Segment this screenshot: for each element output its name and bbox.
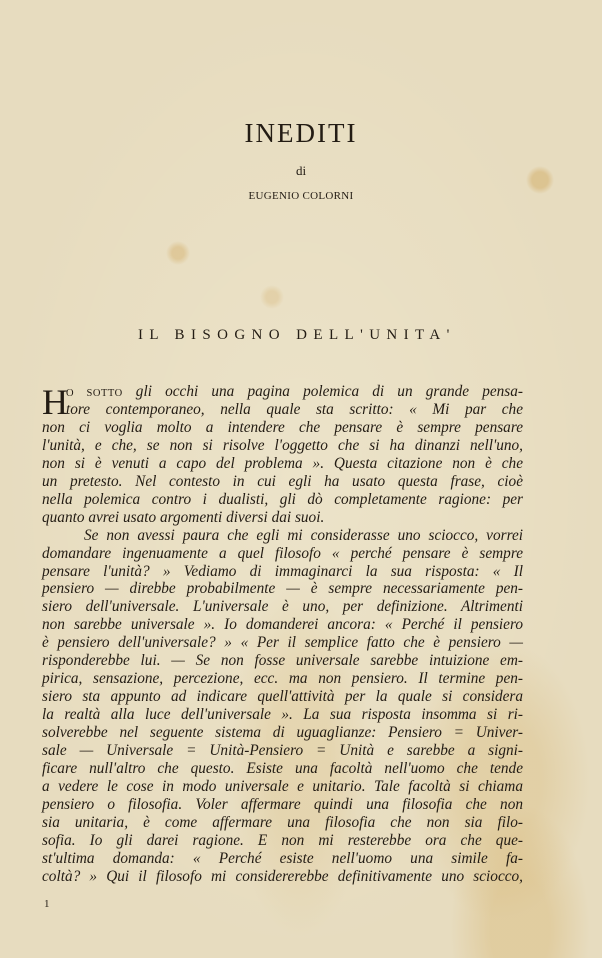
text-line: pensiero — direbbe probabilmente — è sempre necessariamente pen- [42,580,523,598]
opening-small-caps: O SOTTO [66,388,123,399]
text-line: è pensiero dell'universale? » « Per il semplice fatto che è pensiero — [42,634,523,652]
text-line: risponderebbe lui. — Se non fosse universale sarebbe intuizione em- [42,652,523,670]
drop-cap: H [42,382,68,422]
text-line: ficare null'altro che questo. Esiste una facoltà nell'uomo che tende [42,760,523,778]
text-line: la realtà alla luce dell'universale ». La sua risposta insomma si ri- [42,706,523,724]
line-text: gli occhi una pagina polemica di un grande pensa- [122,383,523,400]
text-line: pirica, sensazione, percezione, ecc. ma non pensiero. Il termine pen- [42,670,523,688]
text-line: siero sta appunto ad indicare quell'attività per la quale si considera [42,688,523,706]
page-number: 1 [44,898,50,910]
text-line: pensare l'unità? » Vediamo di immaginarci la sua risposta: « Il [42,562,523,580]
text-line: siero dell'universale. L'universale è uno, per definizione. Altrimenti [42,598,523,616]
article-title: INEDITI [244,118,358,148]
text-line: tore contemporaneo, nella quale sta scritto: « Mi par che [66,400,523,418]
text-line: sofia. Io gli darei ragione. E non mi resterebbe ora che que- [42,831,523,849]
text-line: domandare ingenuamente a quel filosofo « perché pensare è sempre [42,544,523,562]
text-line: l'unità, e che, se non si risolve l'oggetto che si ha dinanzi nell'uno, [42,436,523,454]
text-line: Se non avessi paura che egli mi considerasse uno sciocco, vorrei [84,526,523,544]
text-line: non ci voglia molto a intendere che pensare è sempre pensare [42,418,523,436]
text-line: nella polemica contro i dualisti, gli dò completamente ragione: per [42,490,523,508]
text-line [42,383,523,401]
body-text [42,383,523,886]
text-line: non sarebbe universale ». Io domanderei ancora: « Perché il pensiero [42,616,523,634]
text-line: coltà? » Qui il filosofo mi considererebbe definitivamente uno sciocco, [42,867,523,885]
text-line: un pretesto. Nel contesto in cui egli ha usato questa frase, cioè [42,472,523,490]
text-line: st'ultima domanda: « Perché esiste nell'uomo una simile fa- [42,849,523,867]
byline-di: di [295,163,307,178]
text-line: sale — Universale = Unità-Pensiero = Unità e sarebbe a signi- [42,742,523,760]
text-line: sia unitaria, è come affermare una filosofia che non sia filo- [42,813,523,831]
text-line: non si è venuti a capo del problema ». Questa citazione non è che [42,454,523,472]
text-line: solverebbe nel seguente sistema di uguaglianze: Pensiero = Univer- [42,724,523,742]
author-name: EUGENIO COLORNI [248,190,354,202]
section-title: IL BISOGNO DELL'UNITA' [138,327,456,343]
text-line: a vedere le cose in modo universale e unitario. Tale facoltà si chiama [42,777,523,795]
text-line: quanto avrei usato argomenti diversi dai suoi. [42,508,325,526]
text-line: pensiero o filosofia. Voler affermare quindi una filosofia che non [42,795,523,813]
